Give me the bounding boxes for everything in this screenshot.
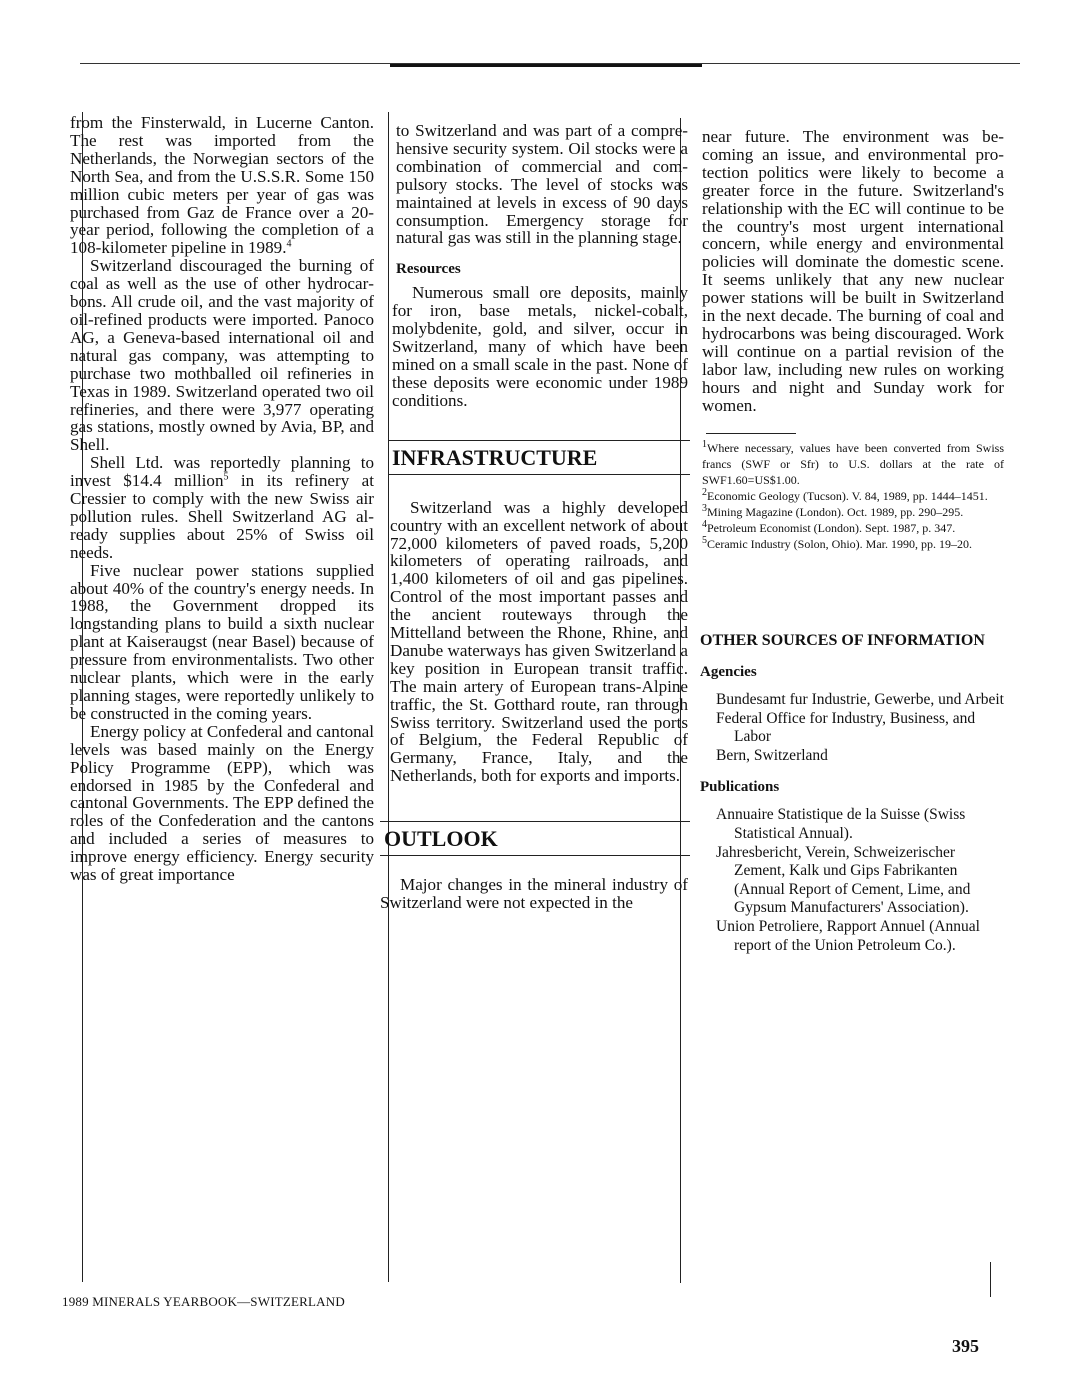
body-paragraph: Switzerland was a highly developed country with an excellent network of about 72,000 kilometers of paved roads, 5,200 kilometers of operating railroads, and 1,400 kilometers of oil and gas pipelines. Control of the most important passes and the ancient routeways through the Mittelland between the Rhone, Rhine, and Danube waterways has given Switzerland a key position in European transit traffic. The main artery of European trans-Alpine traffic, the St. Gotthard route, ran through Swiss territory. Switzerland used the ports of Belgium, the Federal Republic of Germany, France, Italy, and the Netherlands, both for exports and imports. — [390, 497, 688, 786]
column-1 — [70, 114, 374, 884]
publication-item: Annuaire Statistique de la Suisse (Swiss Statistical Annual). — [716, 806, 966, 842]
body-paragraph: Five nuclear power stations supplied about 40% of the country's energy needs. In 1988, the Government dropped its longstanding plans to build a sixth nuclear plant at Kaiseraugst (near Basel) because of pressure from environmentalists. Two other nuclear plants, which were in the early planning stages, were reportedly unlikely to be constructed in the coming years. — [70, 560, 374, 723]
other-sources-heading: OTHER SOURCES OF INFORMATION — [700, 632, 985, 649]
agency-item: Bern, Switzerland — [716, 746, 828, 764]
running-footer: 1989 MINERALS YEARBOOK—SWITZERLAND — [62, 1294, 345, 1309]
publication-item: Union Petroliere, Rapport Annuel (Annual report of the Union Petroleum Co.). — [716, 917, 980, 954]
footnote: $^3$Mining Magazine (London). Oct. 1989, pp. 290–295. — [702, 502, 964, 519]
footnote: $^4$Petroleum Economist (London). Sept. 1987, p. 347. — [702, 518, 956, 535]
footnote-ref: 4 — [286, 238, 292, 250]
body-paragraph: Major changes in the mineral industry of Switzerland were not expected in the — [380, 875, 688, 913]
body-paragraph: Numerous small ore deposits, mainly for iron, base metals, nickel-cobalt, molybdenite, gold, and silver, occur in Switzerland, many of which have been mined on a small scale in the past. None of these deposits were economic under 1989 conditions. — [392, 283, 688, 410]
body-paragraph: Shell Ltd. was reportedly planning to invest $14.4 million$^5$ in its refinery at Cressier to comply with the new Swiss air pollution rules. Shell Switzerland AG already supplies about 25% of Swiss oil needs. — [70, 453, 374, 562]
infrastructure-heading: INFRASTRUCTURE — [388, 440, 690, 475]
footnote: $^5$Ceramic Industry (Solon, Ohio). Mar. 1990, pp. 19–20. — [702, 534, 972, 551]
header-rule-bold — [390, 64, 702, 67]
agencies-heading: Agencies — [700, 664, 757, 680]
body-paragraph: Energy policy at Confederal and cantonal levels was based mainly on the Energy Policy Programme (EPP), which was endorsed in 1985 by the Confederal and cantonal Governments. The EPP defined the roles of the Confederation and the cantons and included a series of measures to improve energy efficiency. Energy security was of great importance — [70, 721, 374, 885]
other-sources-section — [700, 632, 1004, 955]
body-paragraph: to Switzerland and was part of a comprehensive security system. Oil stocks were a combination of commercial and compulsory stocks. The level of stocks was maintained at levels in excess of 90 days consumption. Emergency storage for natural gas was still in the planning stage. — [396, 121, 688, 248]
column-2 — [380, 122, 690, 912]
resources-heading: Resources — [396, 261, 461, 278]
footnote: $^2$Economic Geology (Tucson). V. 84, 1989, pp. 1444–1451. — [702, 486, 988, 503]
column-3 — [702, 128, 1004, 552]
body-paragraph: near future. The environment was becoming an issue, and environmental protection politics were likely to become a greater force in the future. Switzerland's relationship with the EC will continue to be the country's most urgent international concern, while energy and environmental policies will dominate the domestic scene. It seems unlikely that any new nuclear power stations will be built in Switzerland in the next decade. The burning of coal and hydrocarbons was being discouraged. Work will continue on a partial revision of the labor law, including new rules on working hours and night and Sunday work for women. — [702, 127, 1004, 415]
footnote-ref: 5 — [223, 471, 229, 483]
body-paragraph: from the Finsterwald, in Lucerne Canton. The rest was imported from the Netherlands, the Norwegian sectors of the North Sea, and from the U.S.S.R. Some 150 million cubic meters per year of gas was purchased from Gaz de France over a 20-year period, following the completion of a 108-kilometer pipeline in 1989.$^4$ — [70, 113, 374, 258]
body-paragraph: Switzerland discouraged the burning of coal as well as the use of other hydrocarbons. All crude oil, and the vast majority of oil-refined products were imported. Panoco AG, a Geneva-based international oil and natural gas company, was attempting to purchase two mothballed oil refineries in Texas in 1989. Switzerland operated two oil refineries, and there were 3,977 operating gas stations, mostly owned by Avia, BP, and Shell. — [70, 256, 374, 455]
publications-heading: Publications — [700, 779, 780, 796]
footnotes — [702, 440, 1004, 552]
outlook-heading: OUTLOOK — [380, 821, 690, 856]
footnote-rule — [706, 433, 796, 434]
column-rule-end — [990, 1262, 991, 1297]
agency-item: Federal Office for Industry, Business, and Labor — [716, 709, 976, 746]
agency-item: Bundesamt fur Industrie, Gewerbe, und Arbeit — [716, 691, 1004, 708]
publication-item: Jahresbericht, Verein, Schweizerischer Zement, Kalk und Gips Fabrikanten (Annual Report of Cement, Lime, and Gypsum Manufacturers' Association). — [716, 843, 971, 917]
page-number: 395 — [952, 1336, 979, 1356]
footnote: $^1$Where necessary, values have been converted from Swiss francs (SWF or Sfr) to U.S. dollars at the rate of SWF1.60=US$1.00. — [702, 438, 1004, 487]
